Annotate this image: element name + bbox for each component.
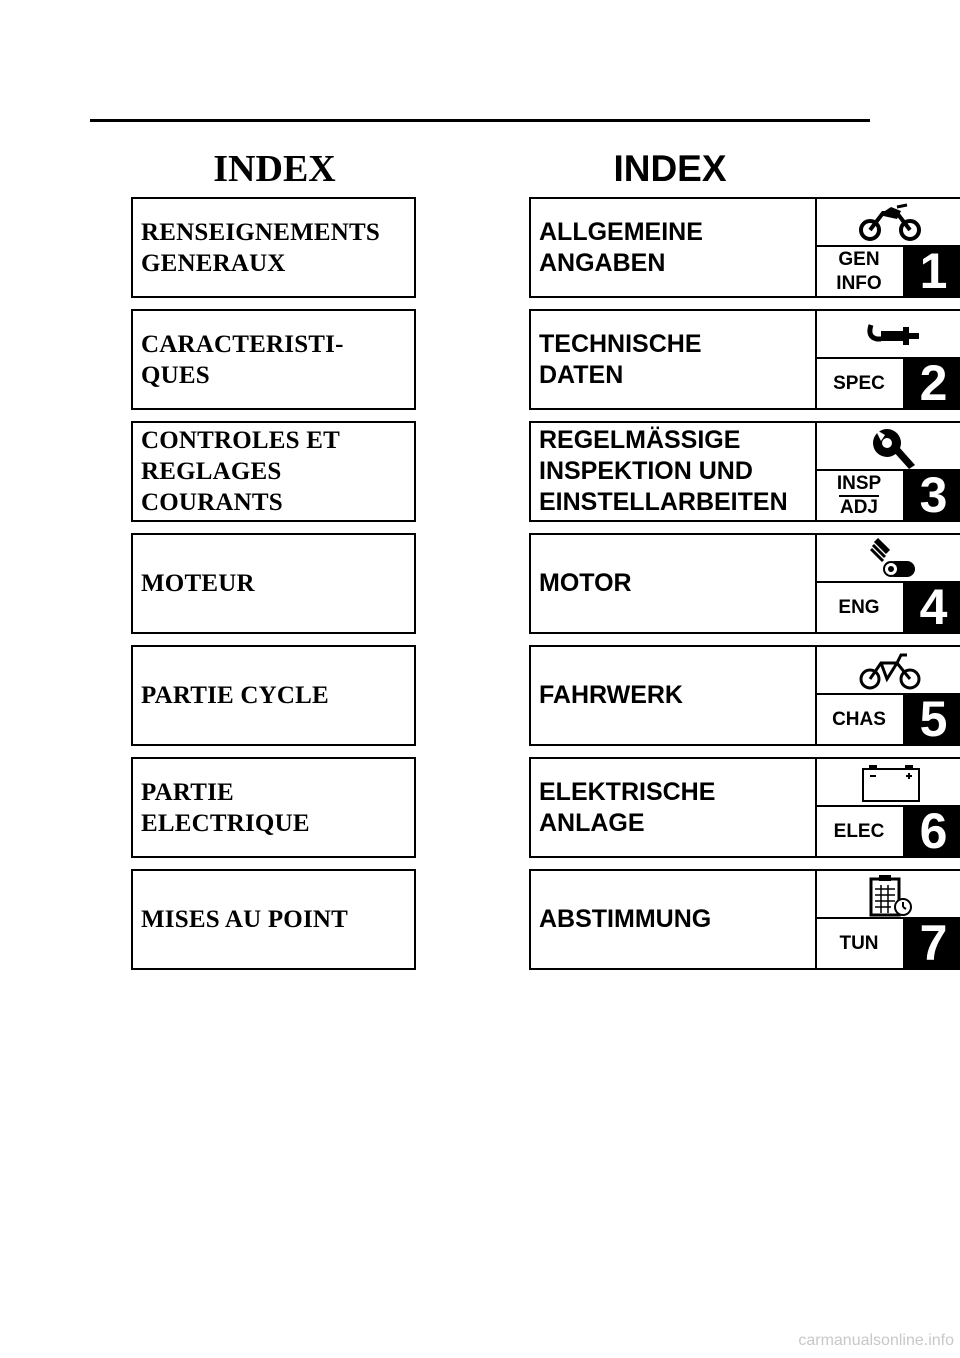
chapter-de-label: ABSTIMMUNG <box>539 905 712 933</box>
chapter-de-label: MOTOR <box>539 569 632 597</box>
engine-icon <box>857 537 923 581</box>
chapter-de-4[interactable] <box>529 533 960 634</box>
chapter-fr-1[interactable] <box>131 197 416 298</box>
chapter-tab-3[interactable] <box>815 423 960 523</box>
chapter-number: 3 <box>903 471 960 520</box>
chapter-fr-4[interactable] <box>131 533 416 634</box>
chapter-fr-2[interactable] <box>131 309 416 410</box>
chapter-de-2[interactable] <box>529 309 960 410</box>
chapter-tab-5[interactable] <box>815 647 960 747</box>
chapter-de-6[interactable] <box>529 757 960 858</box>
chapter-fr-label: PARTIE CYCLE <box>141 682 329 709</box>
index-title-de: INDEX <box>613 148 727 189</box>
chapter-number: 5 <box>903 695 960 744</box>
tuning-clipboard-icon <box>857 873 923 919</box>
chapter-number: 6 <box>903 807 960 856</box>
chapter-abbr: ENG <box>838 596 880 618</box>
index-title-fr: INDEX <box>213 148 336 190</box>
chapter-abbr: ELEC <box>833 820 885 842</box>
motorcycle-icon <box>857 201 923 243</box>
chapter-fr-5[interactable] <box>131 645 416 746</box>
chapter-tab-4[interactable] <box>815 535 960 635</box>
chapter-tab-7[interactable] <box>815 871 960 971</box>
battery-icon <box>857 761 923 805</box>
chapter-de-label: FAHRWERK <box>539 681 683 709</box>
chapter-abbr: CHAS <box>832 708 886 730</box>
abbr-divider <box>839 495 879 497</box>
chapter-fr-label: MISES AU POINT <box>141 906 349 933</box>
motorcycle-frame-icon <box>857 649 923 693</box>
spanner-icon <box>857 425 923 471</box>
chapter-number: 2 <box>903 359 960 408</box>
chapter-fr-label: CARACTERISTI- QUES <box>141 330 344 389</box>
chapter-fr-label: PARTIE ELECTRIQUE <box>141 778 310 837</box>
chapter-de-label: REGELMÄSSIGE INSPEKTION UND EINSTELLARBEITEN <box>539 426 788 516</box>
chapter-de-label: TECHNISCHE DATEN <box>539 329 702 389</box>
top-rule <box>90 119 870 122</box>
chapter-de-1[interactable] <box>529 197 960 298</box>
watermark-footer: carmanualsonline.info <box>798 1332 954 1349</box>
chapter-number: 1 <box>903 247 960 296</box>
chapter-fr-label: CONTROLES ET REGLAGES COURANTS <box>141 427 340 516</box>
chapter-de-3[interactable] <box>529 421 960 522</box>
chapter-fr-label: RENSEIGNEMENTS GENERAUX <box>141 218 380 277</box>
chapter-fr-3[interactable] <box>131 421 416 522</box>
chapter-number: 7 <box>903 919 960 968</box>
chapter-de-7[interactable] <box>529 869 960 970</box>
wrench-tool-icon <box>857 313 923 355</box>
chapter-abbr: INSP ADJ <box>836 472 882 518</box>
chapter-de-label: ELEKTRISCHE ANLAGE <box>539 777 716 837</box>
chapter-abbr: TUN <box>839 932 879 954</box>
chapter-fr-label: MOTEUR <box>141 570 255 597</box>
chapter-fr-6[interactable] <box>131 757 416 858</box>
chapter-fr-7[interactable] <box>131 869 416 970</box>
chapter-tab-1[interactable] <box>815 199 960 299</box>
chapter-tab-6[interactable] <box>815 759 960 859</box>
chapter-tab-2[interactable] <box>815 311 960 411</box>
chapter-abbr: GEN INFO <box>836 248 882 294</box>
chapter-de-label: ALLGEMEINE ANGABEN <box>539 217 703 277</box>
chapter-de-5[interactable] <box>529 645 960 746</box>
chapter-abbr: SPEC <box>833 372 885 394</box>
chapter-number: 4 <box>903 583 960 632</box>
